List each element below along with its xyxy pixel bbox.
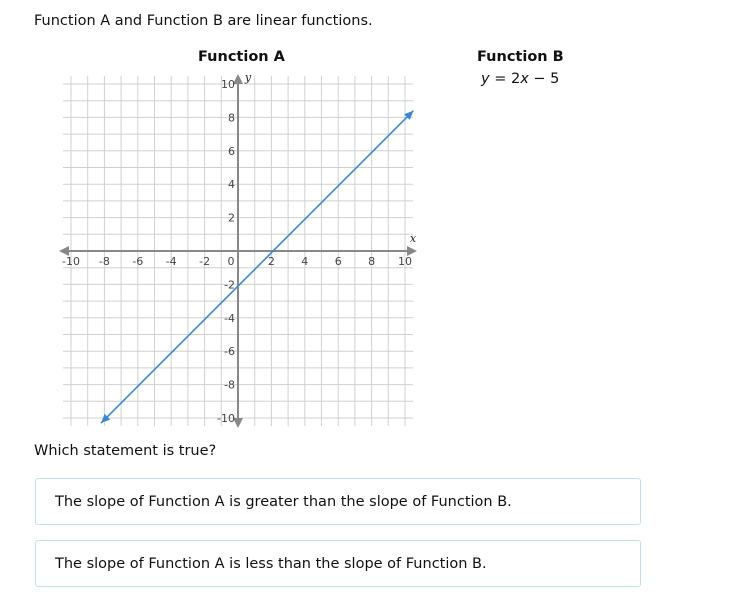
y-tick-label: 2 — [228, 211, 235, 225]
answer-choice-label: The slope of Function A is less than the slope of Function B. — [55, 555, 487, 572]
answer-choice-greater[interactable] — [35, 478, 641, 525]
x-tick-label: 6 — [334, 255, 342, 268]
answer-choice-label: The slope of Function A is greater than the slope of Function B. — [55, 493, 512, 510]
y-tick-label: -6 — [224, 345, 235, 359]
graph-series — [98, 111, 413, 423]
x-tick-label: -2 — [199, 255, 211, 268]
x-tick-label: -8 — [98, 255, 110, 268]
y-tick-label: -4 — [224, 311, 235, 325]
x-tick-label: -10 — [62, 255, 80, 268]
y-tick-label: 8 — [228, 111, 235, 125]
y-tick-label: 6 — [228, 144, 235, 158]
y-axis-label: y — [244, 71, 252, 84]
x-tick-label: 4 — [301, 255, 309, 268]
intro-text: Function A and Function B are linear functions. — [34, 13, 373, 29]
graph-tick-labels — [62, 71, 417, 425]
answer-choice-less[interactable] — [35, 540, 641, 587]
function-a-title: Function A — [198, 49, 285, 65]
x-tick-label: -6 — [132, 255, 144, 268]
equation-eq: = 2 — [489, 71, 521, 87]
x-axis-label: x — [409, 232, 417, 245]
equation-rest: − 5 — [528, 71, 560, 87]
function-b-title: Function B — [477, 49, 564, 65]
equation-y: y — [481, 71, 490, 87]
y-tick-label: 4 — [228, 178, 235, 192]
x-tick-label: 0 — [227, 255, 235, 268]
equation-x: x — [520, 71, 529, 87]
x-tick-label: -4 — [165, 255, 177, 268]
graph-axes — [59, 74, 417, 428]
y-tick-label: -10 — [217, 412, 235, 425]
x-tick-label: 8 — [368, 255, 376, 268]
y-tick-label: 10 — [221, 78, 235, 91]
x-tick-label: 10 — [398, 255, 412, 268]
question-text: Which statement is true? — [34, 443, 217, 459]
function-a-line — [98, 111, 413, 423]
y-tick-label: -8 — [224, 378, 235, 392]
x-tick-label: 2 — [267, 255, 275, 268]
y-tick-label: -2 — [224, 278, 235, 292]
